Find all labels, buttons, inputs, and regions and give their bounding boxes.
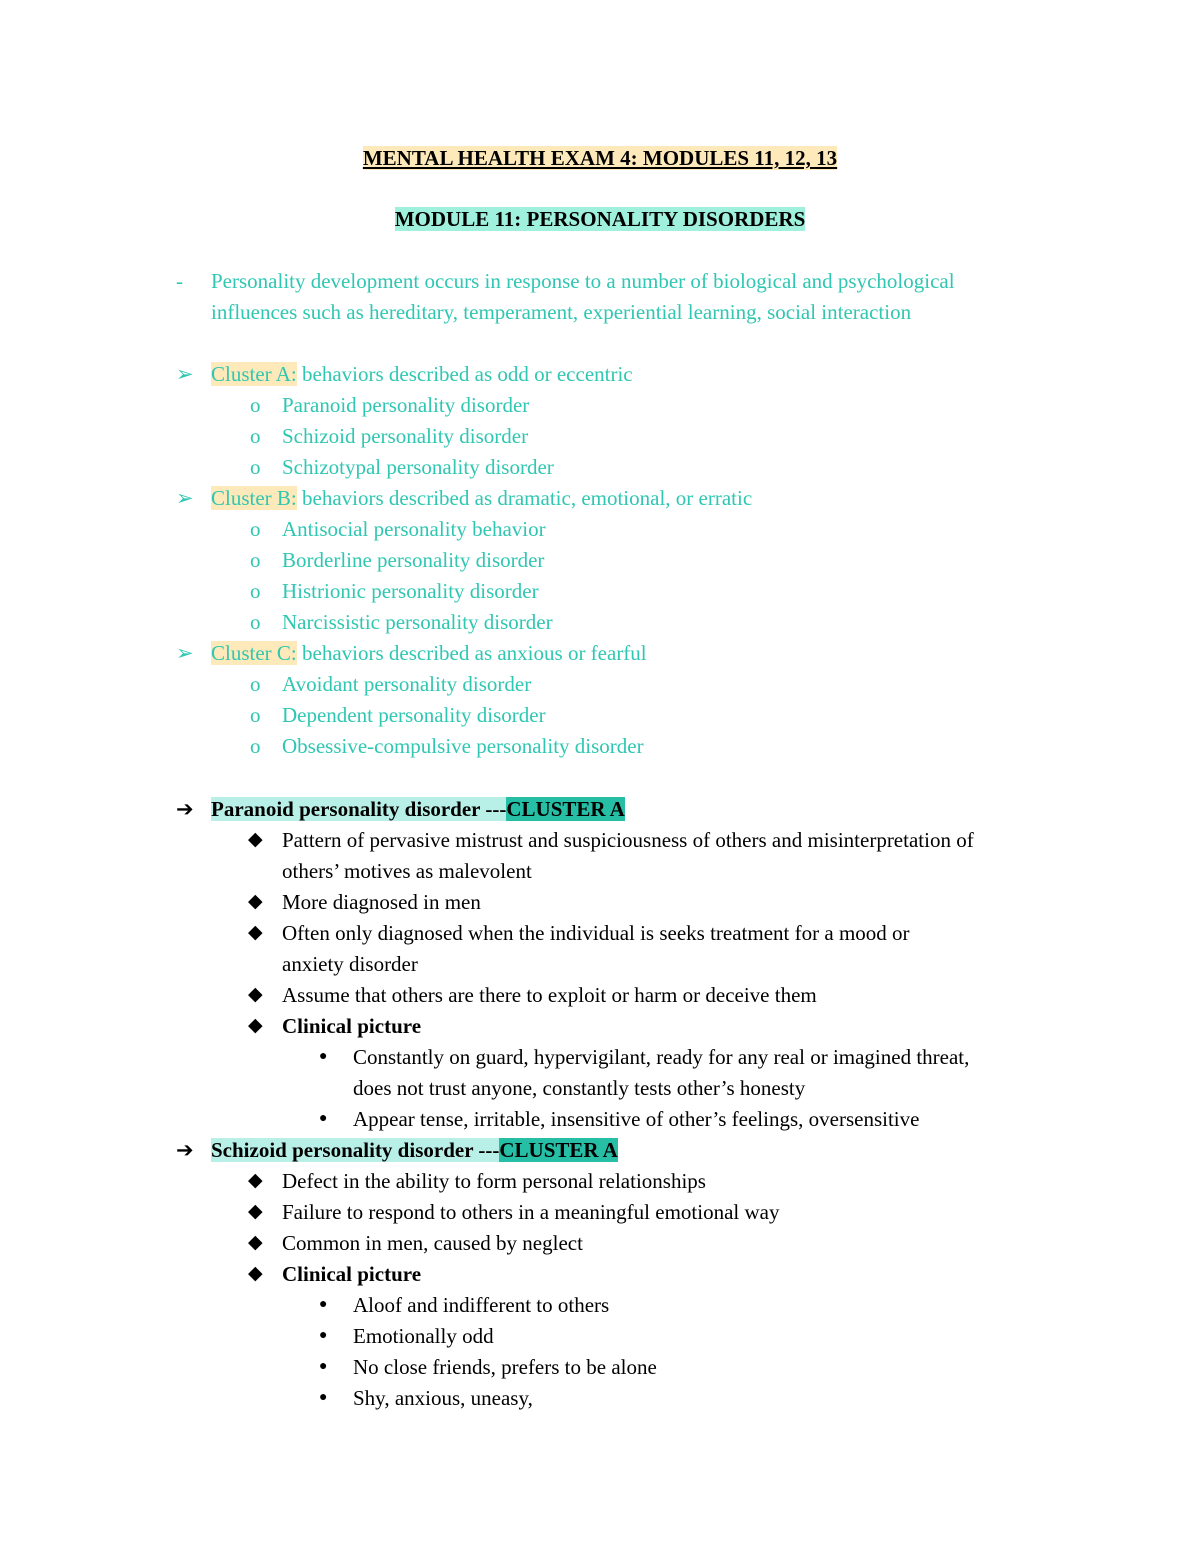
cluster-b-desc: behaviors described as dramatic, emotional, or erratic [296, 486, 753, 510]
paranoid-heading [211, 796, 625, 822]
paranoid-bullet: Assume that others are there to exploit or harm or deceive them [282, 983, 817, 1007]
dot-bullet-icon: ● [319, 1049, 328, 1064]
cluster-b-item: Histrionic personality disorder [282, 579, 539, 603]
cluster-c-item: Dependent personality disorder [282, 703, 546, 727]
right-arrow-icon: ➔ [176, 797, 194, 821]
schizoid-clinical-item: Aloof and indifferent to others [353, 1293, 610, 1317]
circle-bullet-icon: o [250, 579, 261, 603]
circle-bullet-icon: o [250, 393, 261, 417]
schizoid-clinical-heading: Clinical picture [282, 1262, 422, 1286]
diamond-bullet-icon: ◆ [248, 1170, 263, 1191]
schizoid-heading [211, 1137, 618, 1163]
cluster-b-item: Narcissistic personality disorder [282, 610, 553, 634]
title-text: MENTAL HEALTH EXAM 4: MODULES 11, 12, 13 [362, 146, 838, 170]
circle-bullet-icon: o [250, 424, 261, 448]
circle-bullet-icon: o [250, 672, 261, 696]
cluster-c-label: Cluster C: [211, 641, 297, 665]
cluster-b-item: Antisocial personality behavior [282, 517, 546, 541]
arrow-icon: ➢ [176, 362, 194, 386]
intro-line-1: Personality development occurs in response to a number of biological and psychological [211, 269, 955, 293]
cluster-a-desc: behaviors described as odd or eccentric [296, 362, 633, 386]
paranoid-bullet: Pattern of pervasive mistrust and suspiciousness of others and misinterpretation of [282, 828, 974, 852]
cluster-a-label: Cluster A: [211, 362, 297, 386]
circle-bullet-icon: o [250, 548, 261, 572]
paranoid-cluster-tag: CLUSTER A [506, 797, 625, 821]
cluster-b-item: Borderline personality disorder [282, 548, 545, 572]
schizoid-clinical-item: Emotionally odd [353, 1324, 494, 1348]
diamond-bullet-icon: ◆ [248, 984, 263, 1005]
cluster-a-line [211, 361, 633, 387]
paranoid-bullet: Often only diagnosed when the individual is seeks treatment for a mood or [282, 921, 910, 945]
cluster-b-line [211, 485, 752, 511]
page-title [0, 145, 1200, 171]
diamond-bullet-icon: ◆ [248, 1015, 263, 1036]
dot-bullet-icon: ● [319, 1111, 328, 1126]
circle-bullet-icon: o [250, 703, 261, 727]
diamond-bullet-icon: ◆ [248, 1263, 263, 1284]
paranoid-bullet-cont: others’ motives as malevolent [282, 859, 532, 883]
cluster-c-item: Obsessive-compulsive personality disorder [282, 734, 644, 758]
circle-bullet-icon: o [250, 455, 261, 479]
right-arrow-icon: ➔ [176, 1138, 194, 1162]
cluster-c-item: Avoidant personality disorder [282, 672, 532, 696]
diamond-bullet-icon: ◆ [248, 1232, 263, 1253]
paranoid-clinical-item: Constantly on guard, hypervigilant, ready for any real or imagined threat, [353, 1045, 970, 1069]
diamond-bullet-icon: ◆ [248, 891, 263, 912]
diamond-bullet-icon: ◆ [248, 922, 263, 943]
module-text: MODULE 11: PERSONALITY DISORDERS [394, 207, 806, 231]
cluster-a-item: Schizotypal personality disorder [282, 455, 554, 479]
cluster-b-label: Cluster B: [211, 486, 297, 510]
dot-bullet-icon: ● [319, 1359, 328, 1374]
schizoid-clinical-item: Shy, anxious, uneasy, [353, 1386, 533, 1410]
paranoid-clinical-heading: Clinical picture [282, 1014, 422, 1038]
cluster-a-item: Paranoid personality disorder [282, 393, 530, 417]
schizoid-clinical-item: No close friends, prefers to be alone [353, 1355, 657, 1379]
module-heading [0, 206, 1200, 232]
schizoid-bullet: Defect in the ability to form personal relationships [282, 1169, 706, 1193]
schizoid-heading-text: Schizoid personality disorder --- [211, 1138, 500, 1162]
circle-bullet-icon: o [250, 517, 261, 541]
circle-bullet-icon: o [250, 734, 261, 758]
cluster-c-line [211, 640, 647, 666]
schizoid-bullet: Common in men, caused by neglect [282, 1231, 583, 1255]
arrow-icon: ➢ [176, 486, 194, 510]
dash-marker: - [176, 269, 183, 293]
schizoid-cluster-tag: CLUSTER A [499, 1138, 618, 1162]
schizoid-bullet: Failure to respond to others in a meaningful emotional way [282, 1200, 780, 1224]
diamond-bullet-icon: ◆ [248, 829, 263, 850]
dot-bullet-icon: ● [319, 1328, 328, 1343]
paranoid-bullet-cont: anxiety disorder [282, 952, 418, 976]
circle-bullet-icon: o [250, 610, 261, 634]
arrow-icon: ➢ [176, 641, 194, 665]
paranoid-bullet: More diagnosed in men [282, 890, 481, 914]
diamond-bullet-icon: ◆ [248, 1201, 263, 1222]
dot-bullet-icon: ● [319, 1390, 328, 1405]
cluster-a-item: Schizoid personality disorder [282, 424, 529, 448]
paranoid-clinical-item: Appear tense, irritable, insensitive of other’s feelings, oversensitive [353, 1107, 920, 1131]
cluster-c-desc: behaviors described as anxious or fearful [296, 641, 647, 665]
paranoid-clinical-item-cont: does not trust anyone, constantly tests other’s honesty [353, 1076, 806, 1100]
paranoid-heading-text: Paranoid personality disorder --- [211, 797, 507, 821]
intro-line-2: influences such as hereditary, temperament, experiential learning, social interaction [211, 300, 912, 324]
dot-bullet-icon: ● [319, 1297, 328, 1312]
